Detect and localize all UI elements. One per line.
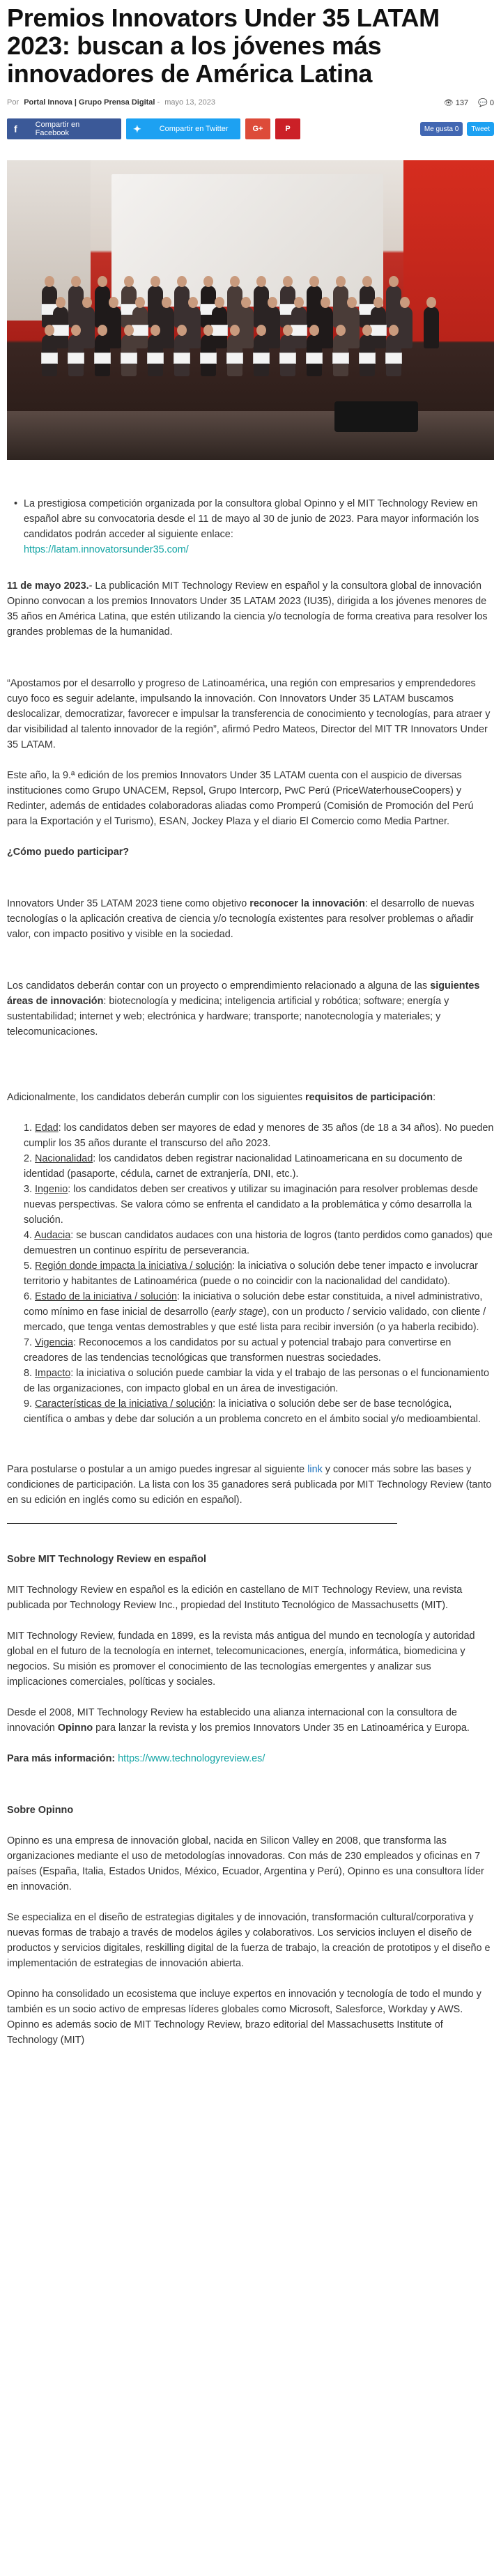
req-emphasis: early stage <box>214 1306 263 1318</box>
paragraph-mit-2: MIT Technology Review, fundada en 1899, es la revista más antigua del mundo en tecnología y autoridad global en el futuro de la tecnología en internet, telecomunicaciones, energía, informática, biomedicina y negocios. Su misión es promover el conocimiento de las tecnologías emergentes y analizar sus implicaciones comerciales, políticas y sociales. <box>7 1630 475 1688</box>
apply-text-c: y conocer más sobre las bases y condiciones de participación. La lista con los 35 ganadores será publicada por MIT Technology Review (tanto en su edición en inglés como su edición en español). <box>7 1464 492 1506</box>
technologyreview-link[interactable]: https://www.technologyreview.es/ <box>118 1753 265 1764</box>
req-number: 8. <box>24 1368 33 1379</box>
heading-about-mit-text: Sobre MIT Technology Review en español <box>7 1554 206 1565</box>
paragraph-intro <box>7 578 494 640</box>
requirement-item <box>24 1182 494 1228</box>
requirements-list <box>7 1120 494 1427</box>
req-text: : los candidatos deben ser creativos y utilizar su imaginación para resolver problemas desde nuevas perspectivas. Se valora cómo se enfrenta el candidato a la problemática y cómo desarrolla la solución. <box>24 1184 478 1226</box>
tweet-button[interactable]: Tweet <box>467 122 494 136</box>
req-key: Nacionalidad <box>35 1153 93 1164</box>
paragraph-opinno-1: Opinno es una empresa de innovación global, nacida en Silicon Valley en 2008, que transforma las organizaciones mediante el uso de metodologías innovadoras. Con más de 230 empleados y oficinas en 7 países (España, Italia, Estados Unidos, México, Ecuador, Argentina y Perú), Opinno es una consultora líder en innovación. <box>7 1835 484 1892</box>
req-number: 4. <box>24 1230 33 1241</box>
paragraph-mit-3 <box>7 1705 494 1736</box>
image-certificate <box>200 353 217 364</box>
highlight-list <box>7 496 494 557</box>
image-certificate <box>174 353 190 364</box>
req-number: 7. <box>24 1337 33 1348</box>
image-certificate <box>94 353 111 364</box>
areas-text-c: : biotecnología y medicina; inteligencia artificial y robótica; software; energía y sustentabilidad; internet y web; electrónica y hardware; transporte; nanotecnología y materiales; y telecomunicaciones. <box>7 996 449 1038</box>
share-buttons <box>7 118 300 139</box>
article-title: Premios Innovators Under 35 LATAM 2023: buscan a los jóvenes más innovadores de América Latina <box>7 3 440 88</box>
requirement-item <box>24 1335 494 1366</box>
paragraph-objective <box>7 896 494 942</box>
image-certificate <box>385 353 402 364</box>
paragraph-mit-1: MIT Technology Review en español es la edición en castellano de MIT Technology Review, una revista publicada por Technology Review Inc., propiedad del Instituto Tecnológico de Massachusetts (MIT). <box>7 1584 463 1611</box>
apply-text-a: Para postularse o postular a un amigo puedes ingresar al siguiente <box>7 1464 308 1475</box>
post-stats <box>444 98 494 107</box>
req-number: 5. <box>24 1260 33 1272</box>
share-pinterest-button[interactable] <box>275 118 300 139</box>
share-facebook-button[interactable] <box>7 118 121 139</box>
image-certificate <box>68 353 84 364</box>
image-floor <box>7 411 494 460</box>
req-key: Características de la iniciativa / solución <box>35 1398 213 1410</box>
image-certificate <box>52 325 69 336</box>
image-certificate <box>41 353 58 364</box>
requirements-bold: requisitos de participación <box>305 1092 433 1103</box>
paragraph-more-info <box>7 1751 494 1766</box>
share-twitter-label: Compartir en Twitter <box>159 125 229 133</box>
req-key: Estado de la iniciativa / solución <box>35 1291 178 1302</box>
objective-text-c: : el desarrollo de nuevas tecnologías o la aplicación creativa de ciencia y/o tecnología existentes para resolver problemas o añadir valor, con impacto positivo y visible en la sociedad. <box>7 898 475 940</box>
mit3-text-c: para lanzar la revista y los premios Innovators Under 35 en Latinoamérica y Europa. <box>93 1722 470 1734</box>
requirements-text-a: Adicionalmente, los candidatos deberán cumplir con los siguientes <box>7 1092 305 1103</box>
req-key: Ingenio <box>35 1184 68 1195</box>
image-person <box>424 307 439 348</box>
paragraph-requirements-intro <box>7 1090 494 1105</box>
req-key: Audacia <box>34 1230 71 1241</box>
areas-bold: siguientes áreas de innovación <box>7 980 480 1007</box>
req-key: Vigencia <box>35 1337 73 1348</box>
image-certificate <box>306 353 323 364</box>
image-certificate <box>291 325 307 336</box>
heading-how-to-participate <box>7 844 494 860</box>
image-certificate <box>132 325 148 336</box>
req-text: : la iniciativa o solución debe ser de base tecnológica, científica o ambas y debe dar solución a un problema concreto en el ámbito social y/o medioambiental. <box>24 1398 481 1425</box>
intro-text: - La publicación MIT Technology Review en español y la consultora global de innovación Opinno convocan a los premios Innovators Under 35 LATAM 2023 (IU35), dirigida a los jóvenes menores de 35 años en América Latina, que estén utilizando la ciencia y/o tecnología de forma creativa para resolver los grandes problemas de la humanidad. <box>7 580 488 638</box>
share-bar <box>0 118 501 139</box>
comments-count: 0 <box>489 98 494 107</box>
twitter-icon: ✦ <box>133 123 141 134</box>
social-counters <box>420 122 494 136</box>
image-certificate <box>147 353 164 364</box>
requirement-item <box>24 1366 494 1396</box>
requirement-item <box>24 1120 494 1151</box>
req-key: Región donde impacta la iniciativa / solución <box>35 1260 233 1272</box>
heading-about-opinno-text: Sobre Opinno <box>7 1805 74 1816</box>
iu35-latam-link[interactable]: https://latam.innovatorsunder35.com/ <box>24 544 189 555</box>
req-text: : se buscan candidatos audaces con una historia de logros (tanto perdidos como ganados) que demuestren un continuo espíritu de perseverancia. <box>24 1230 493 1256</box>
requirement-item <box>24 1258 494 1289</box>
requirement-item <box>24 1151 494 1182</box>
featured-image <box>7 160 494 460</box>
image-stage-speaker <box>334 401 418 432</box>
gplus-icon: G+ <box>252 125 263 133</box>
image-certificate <box>211 325 228 336</box>
req-text: : la iniciativa o solución debe tener impacto e involucrar territorio y habitantes de Latinoamérica (puede o no coincidir con la nacionalidad del candidato). <box>24 1260 478 1287</box>
pinterest-icon: P <box>285 125 291 133</box>
heading-about-opinno <box>7 1803 494 1818</box>
heading-how-to-participate-text: ¿Cómo puedo participar? <box>7 847 130 858</box>
comments-stat[interactable] <box>478 98 494 107</box>
byline-prefix: Por <box>7 98 20 107</box>
share-gplus-button[interactable] <box>245 118 270 139</box>
requirement-item <box>24 1228 494 1258</box>
mit3-bold: Opinno <box>57 1722 93 1734</box>
heading-about-mit <box>7 1552 494 1567</box>
paragraph-quote: “Apostamos por el desarrollo y progreso de Latinoamérica, una región con empresarios y emprendedores cuyo foco es seguir adelante, impulsando la innovación. Con Innovators Under 35 LATAM buscamos deslocalizar, democratizar, favorecer e impulsar la transferencia de conocimiento y tecnologías, para atraer y dar visibilidad al talento innovador de la región”, afirmó Pedro Mateos, Director del MIT TR Innovators Under 35 LATAM. <box>7 678 491 750</box>
image-certificate <box>279 353 296 364</box>
apply-link[interactable]: link <box>307 1464 323 1475</box>
req-key: Edad <box>35 1123 59 1134</box>
areas-text-a: Los candidatos deberán contar con un proyecto o emprendimiento relacionado a alguna de las <box>7 980 431 992</box>
paragraph-opinno-3: Opinno ha consolidado un ecosistema que incluye expertos en innovación y tecnología de todo el mundo y también es un socio activo de empresas líderes globales como Microsoft, Salesforce, Workday y AWS. Opinno es además socio de MIT Technology Review, brazo editorial del Massachusetts Institute of Technology (MIT) <box>7 1989 481 2046</box>
paragraph-apply <box>7 1462 494 1508</box>
req-number: 6. <box>24 1291 33 1302</box>
views-stat <box>444 98 468 107</box>
req-number: 9. <box>24 1398 33 1410</box>
req-number: 3. <box>24 1184 33 1195</box>
req-text: : los candidatos deben registrar nacionalidad Latinoamericana en su documento de identidad (pasaporte, cédula, carnet de extranjería, DNI, etc.). <box>24 1153 463 1180</box>
eye-icon: 👁 <box>443 98 454 107</box>
req-text: : Reconocemos a los candidatos por su actual y potencial trabajo para convertirse en creadores de las tendencias tecnológicas que transformen nuestras sociedades. <box>24 1337 452 1364</box>
req-number: 1. <box>24 1123 33 1134</box>
mit3-text-a: Desde el 2008, MIT Technology Review ha establecido una alianza internacional con la consultora de innovación <box>7 1707 457 1734</box>
article-body <box>0 496 501 2048</box>
image-certificate <box>121 353 137 364</box>
req-text-2: ), con un producto / servicio validado, con cliente / mercado, que tenga ventas demostrables y que esté lista para recibir inversión (o ya haberla recibido). <box>24 1306 486 1333</box>
image-certificate <box>226 353 243 364</box>
highlight-item <box>24 496 494 557</box>
image-certificate <box>332 353 349 364</box>
facebook-icon: f <box>14 123 17 134</box>
req-text: : los candidatos deben ser mayores de edad y menores de 35 años (de 18 a 34 años). No pueden cumplir los 35 años durante el transcurso del año 2023. <box>24 1123 494 1149</box>
objective-text-a: Innovators Under 35 LATAM 2023 tiene como objetivo <box>7 898 250 909</box>
facebook-like-button[interactable]: Me gusta 0 <box>420 122 463 136</box>
share-facebook-label: Compartir en Facebook <box>35 121 80 137</box>
req-number: 2. <box>24 1153 33 1164</box>
section-divider <box>7 1523 397 1524</box>
req-text: : la iniciativa o solución debe estar constituida, a nivel administrativo, como mínimo en fase inicial de desarrollo ( <box>24 1291 483 1318</box>
image-certificate <box>253 353 270 364</box>
requirements-text-c: : <box>433 1092 436 1103</box>
requirement-item <box>24 1396 494 1427</box>
objective-bold: reconocer la innovación <box>249 898 365 909</box>
requirement-item <box>24 1289 494 1335</box>
dateline: 11 de mayo 2023. <box>7 580 89 592</box>
image-group-of-winners <box>35 265 425 404</box>
paragraph-opinno-2: Se especializa en el diseño de estrategias digitales y de innovación, transformación cultural/corporativa y nuevas formas de trabajo a través de modelos ágiles y colaborativos. Los servicios incluyen el diseño de productos y servicios digitales, reskilling digital de la fuerza de trabajo, la creación de prototipos y el diseño e implementación de estrategias de innovación abierta. <box>7 1912 491 1969</box>
highlight-text: La prestigiosa competición organizada por la consultora global Opinno y el MIT Technology Review en español abre su convocatoria desde el 11 de mayo al 30 de junio de 2023. Para mayor información los candidatos podrán acceder al siguiente enlace: <box>24 498 479 540</box>
image-certificate <box>359 353 376 364</box>
author-link[interactable]: Portal Innova | Grupo Prensa Digital <box>24 98 155 107</box>
more-info-label: Para más información: <box>7 1753 116 1764</box>
article-meta <box>0 95 501 110</box>
post-date: mayo 13, 2023 <box>164 98 216 107</box>
paragraph-sponsors: Este año, la 9.ª edición de los premios Innovators Under 35 LATAM cuenta con el auspicio de diversas instituciones como Grupo UNACEM, Repsol, Grupo Intercorp, PwC Perú (PriceWaterhouseCoopers) y Redinter, además de entidades colaboradoras aliadas como Promperú (Comisión de Promoción del Perú para la Exportación y el Turismo), ESAN, Jockey Plaza y el diario El Comercio como Media Partner. <box>7 770 474 827</box>
comment-icon: 💬 <box>478 98 488 107</box>
byline <box>7 98 218 107</box>
req-text: : la iniciativa o solución puede cambiar la vida y el trabajo de las personas o el funcionamiento de las organizaciones, con impacto global en un área de investigación. <box>24 1368 489 1394</box>
req-key: Impacto <box>35 1368 71 1379</box>
paragraph-areas <box>7 978 494 1040</box>
views-count: 137 <box>455 98 469 107</box>
byline-sep: - <box>157 98 160 107</box>
share-twitter-button[interactable] <box>126 118 240 139</box>
image-certificate <box>370 325 387 336</box>
